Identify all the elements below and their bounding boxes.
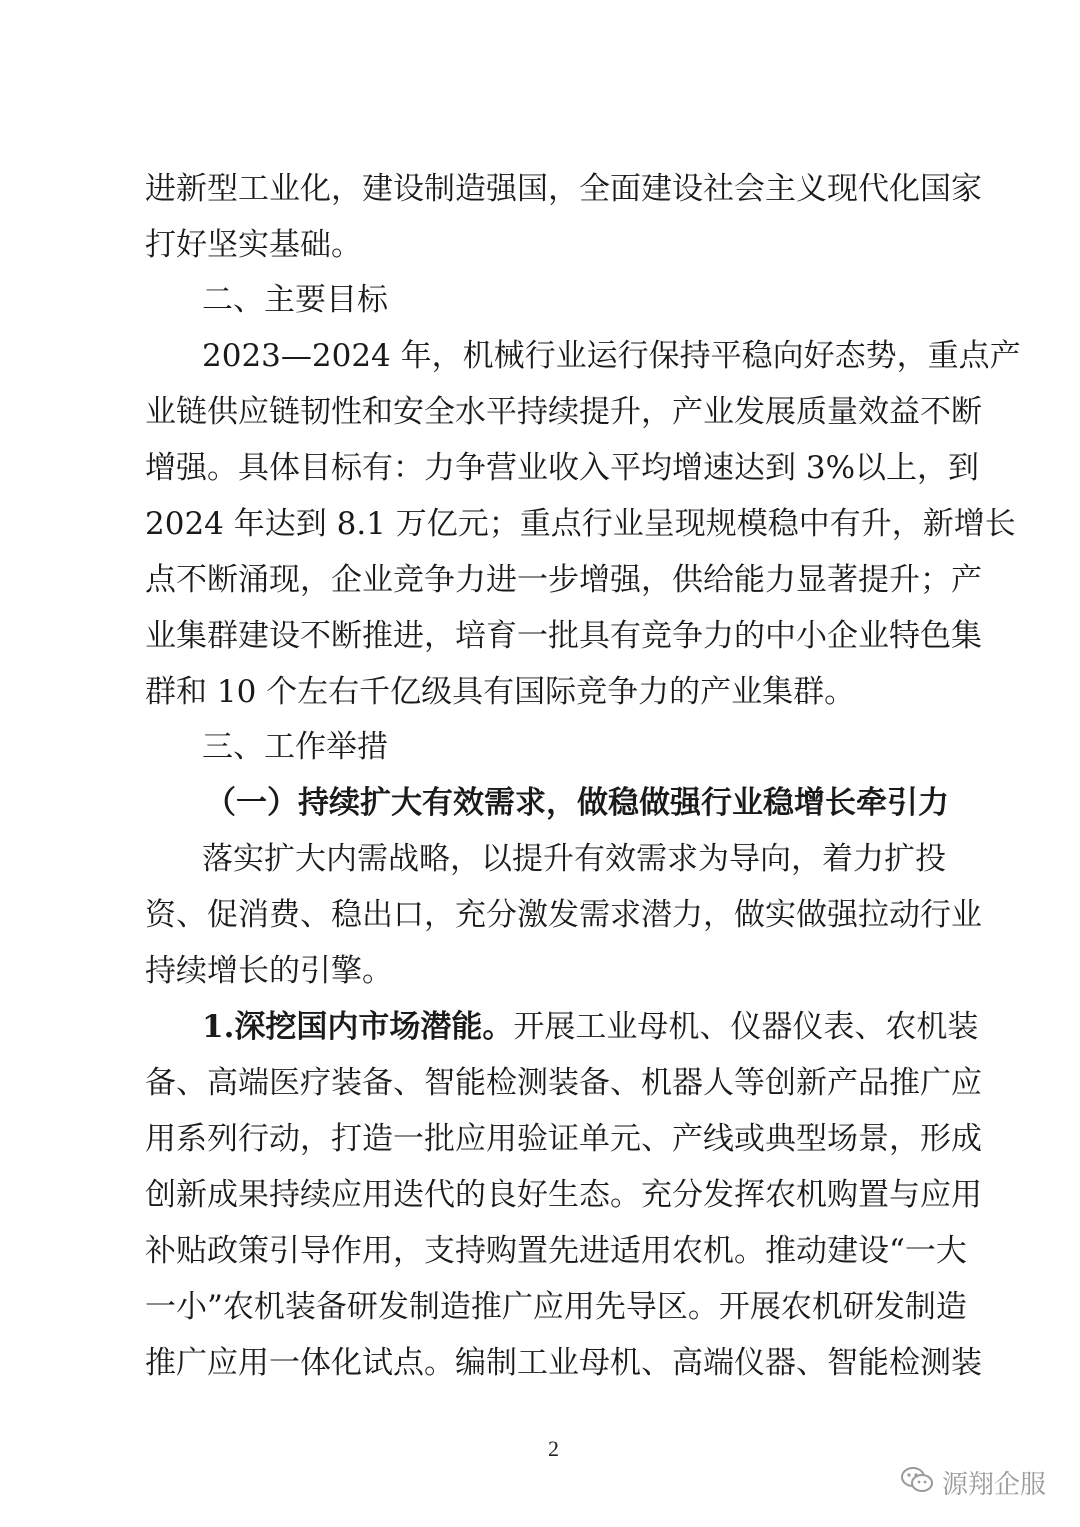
body-line: 2024 年达到 8.1 万亿元；重点行业呈现规模稳中有升，新增长 bbox=[145, 506, 1016, 542]
body-line: 群和 10 个左右千亿级具有国际竞争力的产业集群。 bbox=[145, 674, 856, 710]
body-line: 打好坚实基础。 bbox=[145, 227, 362, 263]
body-line: 一小”农机装备研发制造推广应用先导区。开展农机研发制造 bbox=[145, 1289, 967, 1325]
body-line: 业链供应链韧性和安全水平持续提升，产业发展质量效益不断 bbox=[145, 394, 982, 430]
body-line: 补贴政策引导作用，支持购置先进适用农机。推动建设“一大 bbox=[145, 1233, 967, 1269]
watermark bbox=[900, 1462, 1046, 1502]
body-line: 点不断涌现，企业竞争力进一步增强，供给能力显著提升；产 bbox=[145, 562, 982, 598]
body-line: 推广应用一体化试点。编制工业母机、高端仪器、智能检测装 bbox=[145, 1345, 982, 1381]
body-line: 资、促消费、稳出口，充分激发需求潜力，做实做强拉动行业 bbox=[145, 897, 982, 933]
body-line: 增强。具体目标有：力争营业收入平均增速达到 3%以上，到 bbox=[145, 450, 980, 486]
body-line: 落实扩大内需战略，以提升有效需求为导向，着力扩投 bbox=[202, 841, 946, 877]
body-line: 备、高端医疗装备、智能检测装备、机器人等创新产品推广应 bbox=[145, 1065, 982, 1101]
wechat-icon bbox=[900, 1465, 934, 1499]
subsection-heading: （一）持续扩大有效需求，做稳做强行业稳增长牵引力 bbox=[205, 785, 949, 821]
watermark-text: 源翔企服 bbox=[942, 1469, 1047, 1500]
body-line: 进新型工业化，建设制造强国，全面建设社会主义现代化国家 bbox=[145, 171, 982, 207]
body-line: 持续增长的引擎。 bbox=[145, 953, 393, 989]
body-line bbox=[202, 1008, 979, 1046]
item-text: 开展工业母机、仪器仪表、农机装 bbox=[513, 1009, 979, 1045]
section-heading: 二、主要目标 bbox=[202, 282, 388, 318]
section-heading: 三、工作举措 bbox=[202, 729, 388, 765]
body-line: 2023—2024 年，机械行业运行保持平稳向好态势，重点产 bbox=[202, 338, 1021, 374]
body-line: 用系列行动，打造一批应用验证单元、产线或典型场景，形成 bbox=[145, 1121, 982, 1157]
page-number: 2 bbox=[548, 1436, 559, 1461]
body-line: 创新成果持续应用迭代的良好生态。充分发挥农机购置与应用 bbox=[145, 1177, 982, 1213]
item-title: 1.深挖国内市场潜能。 bbox=[202, 1009, 514, 1045]
body-line: 业集群建设不断推进，培育一批具有竞争力的中小企业特色集 bbox=[145, 618, 982, 654]
